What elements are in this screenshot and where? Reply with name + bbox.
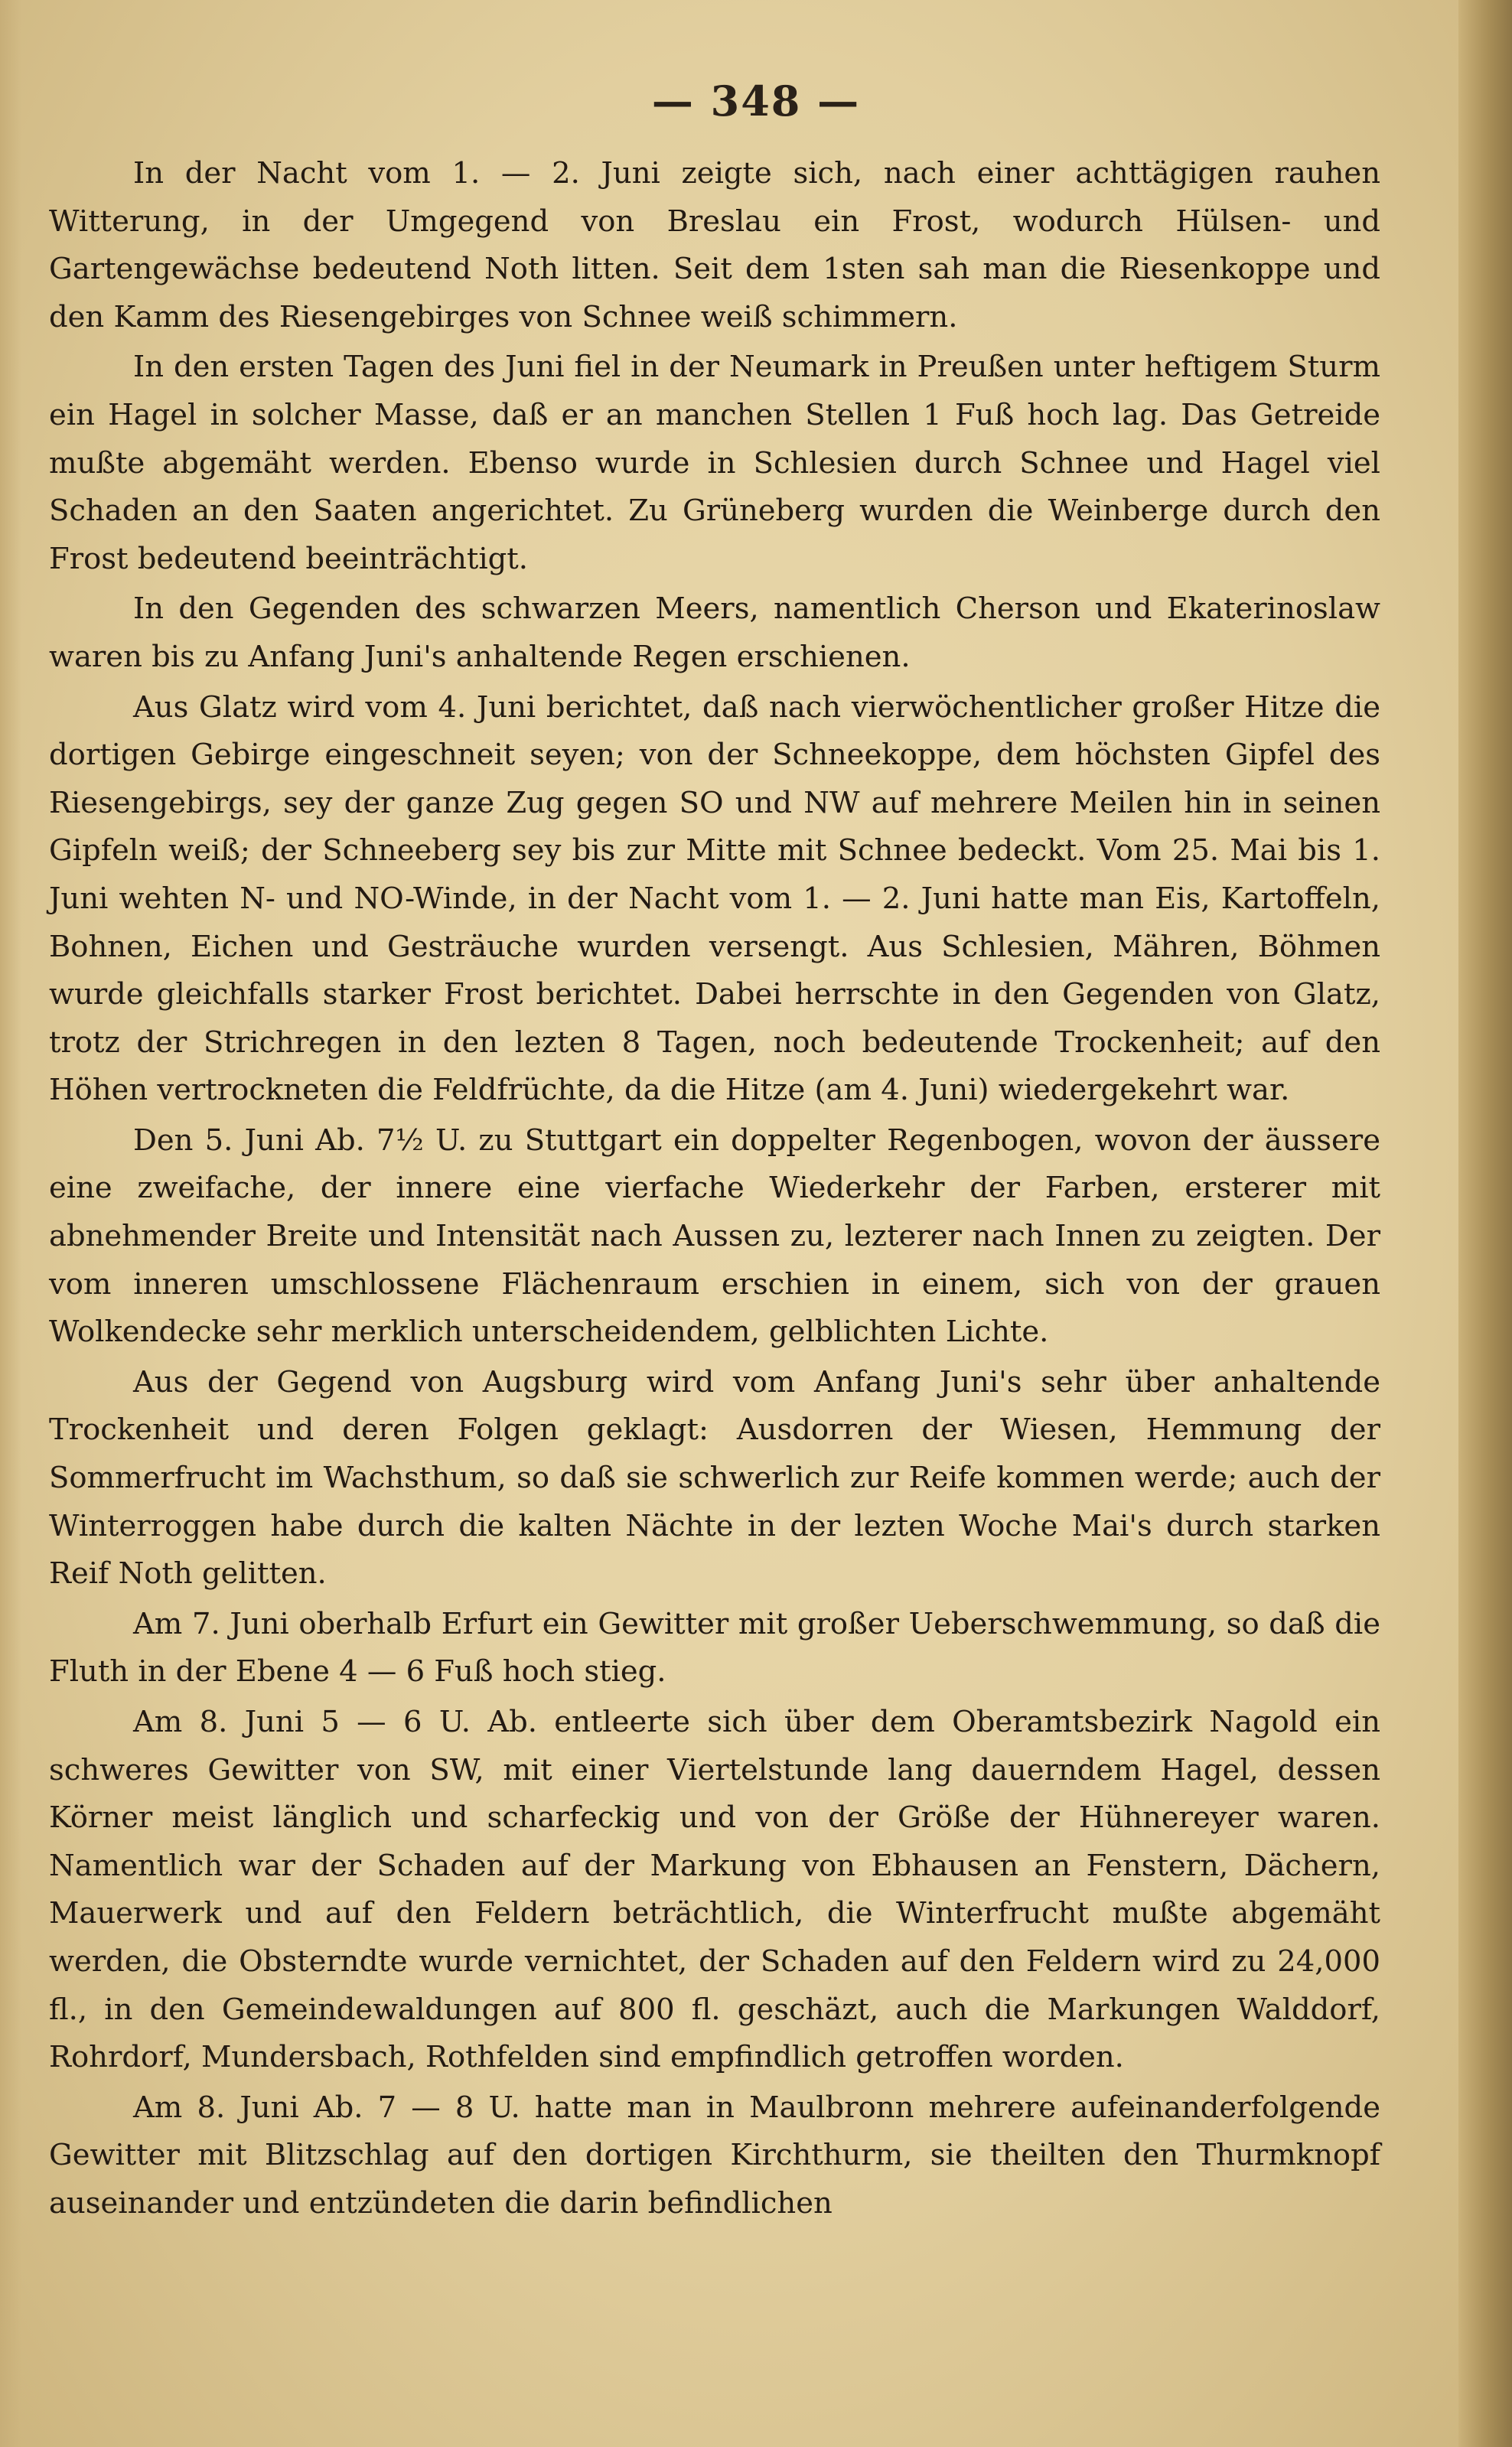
paragraph-breslau-frost: In der Nacht vom 1. — 2. Juni zeigte sich, nach einer achttägigen rauhen Witterung, in der Umgegend von Breslau ein Frost, wodurch Hülsen- und Gartengewächse bedeutend Noth litten. Seit dem 1sten sah man die Riesenkoppe und den Kamm des Riesengebirges von Schnee weiß schimmern. [49, 156, 1380, 334]
paragraph-maulbronn-lightning: Am 8. Juni Ab. 7 — 8 U. hatte man in Maulbronn mehrere aufeinanderfolgende Gewitter mit Blitzschlag auf den dortigen Kirchthurm, sie theilten den Thurmknopf auseinander und entzündeten die darin befindlichen [49, 2090, 1380, 2221]
paragraph-stuttgart-rainbow: Den 5. Juni Ab. 7½ U. zu Stuttgart ein doppelter Regenbogen, wovon der äussere eine zweifache, der innere eine vierfache Wiederkehr der Farben, ersterer mit abnehmender Breite und Intensität nach Aussen zu, lezterer nach Innen zu zeigten. Der vom inneren umschlossene Flächenraum erschien in einem, sich von der grauen Wolkendecke sehr merklich unterscheidendem, gelblichten Lichte. [49, 1122, 1380, 1350]
page-left-edge [0, 0, 21, 2447]
paragraph-neumark-hail: In den ersten Tagen des Juni fiel in der Neumark in Preußen unter heftigem Sturm ein Hagel in solcher Masse, daß er an manchen Stellen 1 Fuß hoch lag. Das Getreide mußte abgemäht werden. Ebenso wurde in Schlesien durch Schnee und Hagel viel Schaden an den Saaten angerichtet. Zu Grüneberg wurden die Weinberge durch den Frost bedeutend beeinträchtigt. [49, 350, 1380, 576]
page-gutter-shadow [1458, 0, 1512, 2447]
body-text [49, 150, 1380, 2230]
paragraph-black-sea-rain: In den Gegenden des schwarzen Meers, namentlich Cherson und Ekaterinoslaw waren bis zu Anfang Juni's anhaltende Regen erschienen. [49, 591, 1380, 674]
paragraph-augsburg-drought: Aus der Gegend von Augsburg wird vom Anfang Juni's sehr über anhaltende Trockenheit und deren Folgen geklagt: Ausdorren der Wiesen, Hemmung der Sommerfrucht im Wachsthum, so daß sie schwerlich zur Reife kommen werde; auch der Winterroggen habe durch die kalten Nächte in der lezten Woche Mai's durch starken Reif Noth gelitten. [49, 1364, 1380, 1592]
paragraph-erfurt-storm: Am 7. Juni oberhalb Erfurt ein Gewitter mit großer Ueberschwemmung, so daß die Fluth in der Ebene 4 — 6 Fuß hoch stieg. [49, 1606, 1380, 1689]
paragraph-glatz-snow: Aus Glatz wird vom 4. Juni berichtet, daß nach vierwöchentlicher großer Hitze die dortigen Gebirge eingeschneit seyen; von der Schneekoppe, dem höchsten Gipfel des Riesengebirgs, sey der ganze Zug gegen SO und NW auf mehrere Meilen hin in seinen Gipfeln weiß; der Schneeberg sey bis zur Mitte mit Schnee bedeckt. Vom 25. Mai bis 1. Juni wehten N- und NO-Winde, in der Nacht vom 1. — 2. Juni hatte man Eis, Kartoffeln, Bohnen, Eichen und Gesträuche wurden versengt. Aus Schlesien, Mähren, Böhmen wurde gleichfalls starker Frost berichtet. Dabei herrschte in den Gegenden von Glatz, trotz der Strichregen in den lezten 8 Tagen, noch bedeutende Trockenheit; auf den Höhen vertrockneten die Feldfrüchte, da die Hitze (am 4. Juni) wiedergekehrt war. [49, 689, 1380, 1108]
paragraph-nagold-hail: Am 8. Juni 5 — 6 U. Ab. entleerte sich über dem Oberamtsbezirk Nagold ein schweres Gewitter von SW, mit einer Viertelstunde lang dauerndem Hagel, dessen Körner meist länglich und scharfeckig und von der Größe der Hühnereyer waren. Namentlich war der Schaden auf der Markung von Ebhausen an Fenstern, Dächern, Mauerwerk und auf den Feldern beträchtlich, die Winterfrucht mußte abgemäht werden, die Obsterndte wurde vernichtet, der Schaden auf den Feldern wird zu 24,000 fl., in den Gemeindewaldungen auf 800 fl. geschäzt, auch die Markungen Walddorf, Rohrdorf, Mundersbach, Rothfelden sind empfindlich getroffen worden. [49, 1705, 1380, 2075]
page-number: — 348 — [651, 77, 861, 125]
